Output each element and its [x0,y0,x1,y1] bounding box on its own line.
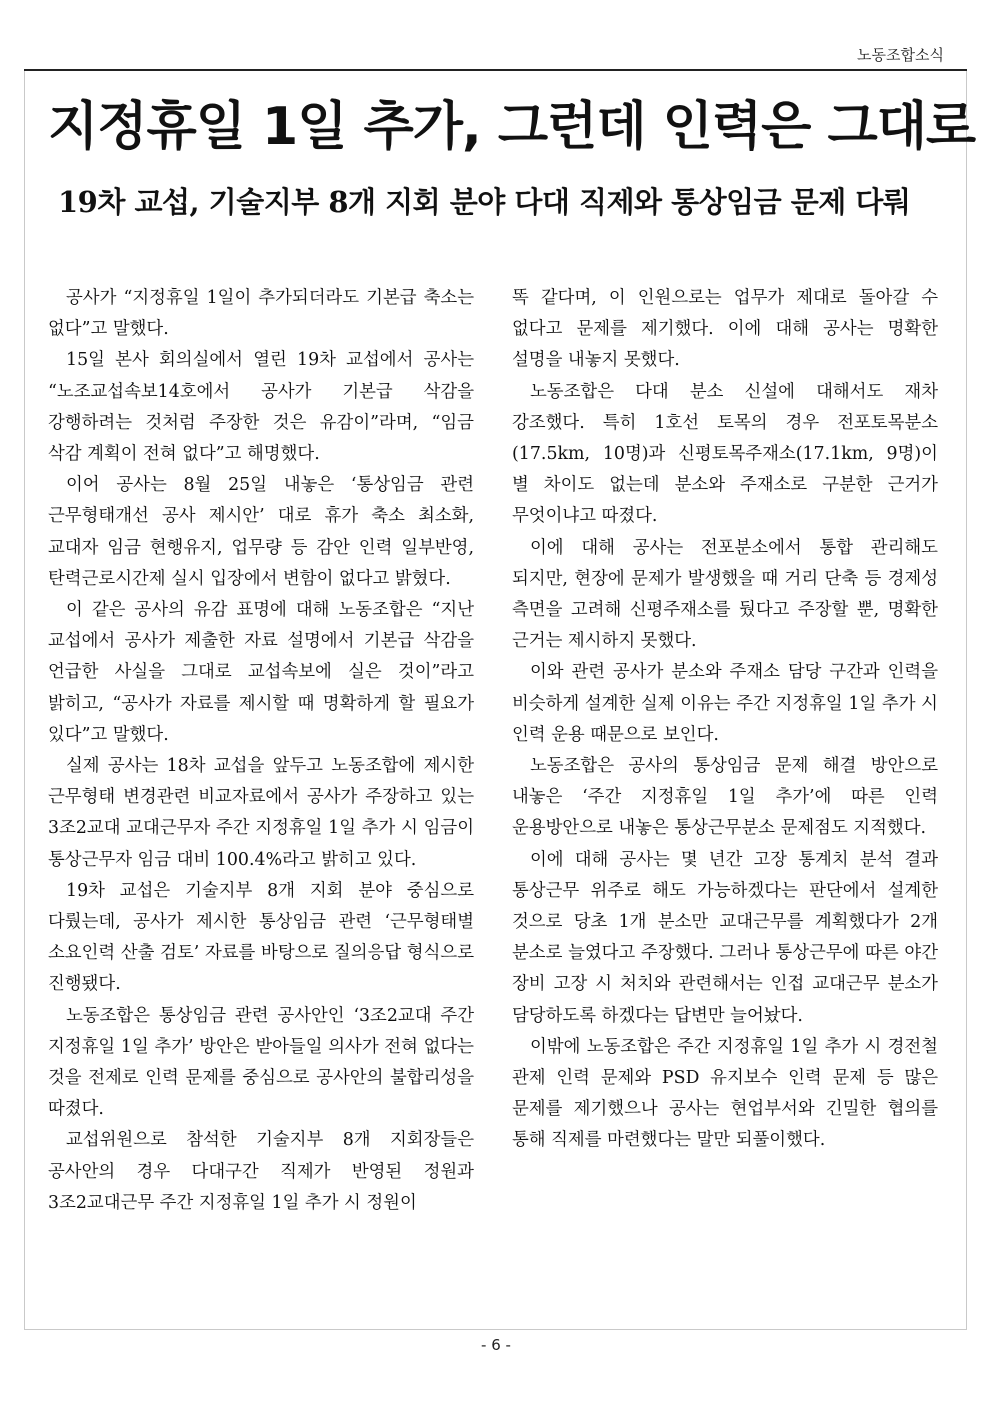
section-label: 노동조합소식 [857,46,944,64]
paragraph: 이 같은 공사의 유감 표명에 대해 노동조합은 “지난 교섭에서 공사가 제출한 자료 설명에서 기본급 삭감을 언급한 사실을 그대로 교섭속보에 실은 것이”라고 밝히고, “공사가 자료를 제시할 때 명확하게 할 필요가 있다”고 말했다. [48,600,474,745]
paragraph: 이밖에 노동조합은 주간 지정휴일 1일 추가 시 경전철 관제 인력 문제와 PSD 유지보수 인력 문제 등 많은 문제를 제기했으나 공사는 현업부서와 긴밀한 협의를 통해 직제를 마련했다는 말만 되풀이했다. [512,1036,938,1151]
paragraph: 노동조합은 다대 분소 신설에 대해서도 재차 강조했다. 특히 1호선 토목의 경우 전포토목분소(17.5km, 10명)과 신평토목주재소(17.1km, 9명)이 별 차이도 없는데 분소와 주재소로 구분한 근거가 무엇이냐고 따졌다. [512,381,938,527]
article-title: 지정휴일 1일 추가, 그런데 인력은 그대로 [48,97,976,157]
paragraph: 19차 교섭은 기술지부 8개 지회 분야 중심으로 다뤘는데, 공사가 제시한 통상임금 관련 ‘근무형태별 소요인력 산출 검토’ 자료를 바탕으로 질의응답 형식으로 진행됐다. [48,880,474,995]
paragraph: 공사가 “지정휴일 1일이 추가되더라도 기본급 축소는 없다”고 말했다. [48,288,474,340]
header-divider [24,69,967,71]
paragraph-continuation: 똑 같다며, 이 인원으로는 업무가 제대로 돌아갈 수 없다고 문제를 제기했다. 이에 대해 공사는 명확한 설명을 내놓지 못했다. [512,288,938,371]
paragraph: 교섭위원으로 참석한 기술지부 8개 지회장들은 공사안의 경우 다대구간 직제가 반영된 정원과 3조2교대근무 주간 지정휴일 1일 추가 시 정원이 [48,1130,474,1213]
paragraph: 이와 관련 공사가 분소와 주재소 담당 구간과 인력을 비슷하게 설계한 실제 이유는 주간 지정휴일 1일 추가 시 인력 운용 때문으로 보인다. [512,662,938,745]
paragraph: 이에 대해 공사는 전포분소에서 통합 관리해도 되지만, 현장에 문제가 발생했을 때 거리 단축 등 경제성 측면을 고려해 신평주재소를 뒀다고 주장할 뿐, 명확한 근거는 제시하지 못했다. [512,537,938,652]
article-subtitle: 19차 교섭, 기술지부 8개 지회 분야 다대 직제와 통상임금 문제 다뤄 [58,185,911,219]
article-column-left [48,283,474,1313]
paragraph: 실제 공사는 18차 교섭을 앞두고 노동조합에 제시한 근무형태 변경관련 비교자료에서 공사가 주장하고 있는 3조2교대 교대근무자 주간 지정휴일 1일 추가 시 임금이 통상근무자 임금 대비 100.4%라고 밝히고 있다. [48,756,474,870]
paragraph: 노동조합은 통상임금 관련 공사안인 ‘3조2교대 주간 지정휴일 1일 추가’ 방안은 받아들일 의사가 전혀 없다는 것을 전제로 인력 문제를 중심으로 공사안의 불합리성을 따졌다. [48,1005,474,1120]
paragraph: 노동조합은 공사의 통상임금 문제 해결 방안으로 내놓은 ‘주간 지정휴일 1일 추가’에 따른 인력 운용방안으로 내놓은 통상근무분소 문제점도 지적했다. [512,756,938,839]
article-column-right [512,283,938,1313]
paragraph: 이에 대해 공사는 몇 년간 고장 통계치 분석 결과 통상근무 위주로 해도 가능하겠다는 판단에서 설계한 것으로 당초 1개 분소만 교대근무를 계획했다가 2개 분소로 늘였다고 주장했다. 그러나 통상근무에 따른 야간 장비 고장 시 처치와 관련해서는 인접 교대근무 분소가 담당하도록 하겠다는 답변만 늘어놨다. [512,849,938,1026]
page-number: - 6 - [481,1336,511,1354]
paragraph: 15일 본사 회의실에서 열린 19차 교섭에서 공사는 “노조교섭속보14호에서 공사가 기본급 삭감을 강행하려는 것처럼 주장한 것은 유감이”라며, “임금 삭감 계획이 전혀 없다”고 해명했다. [48,350,474,465]
paragraph: 이어 공사는 8월 25일 내놓은 ‘통상임금 관련 근무형태개선 공사 제시안’ 대로 휴가 축소 최소화, 교대자 임금 현행유지, 업무량 등 감안 인력 일부반영, 탄력근로시간제 실시 입장에서 변함이 없다고 밝혔다. [48,475,474,589]
